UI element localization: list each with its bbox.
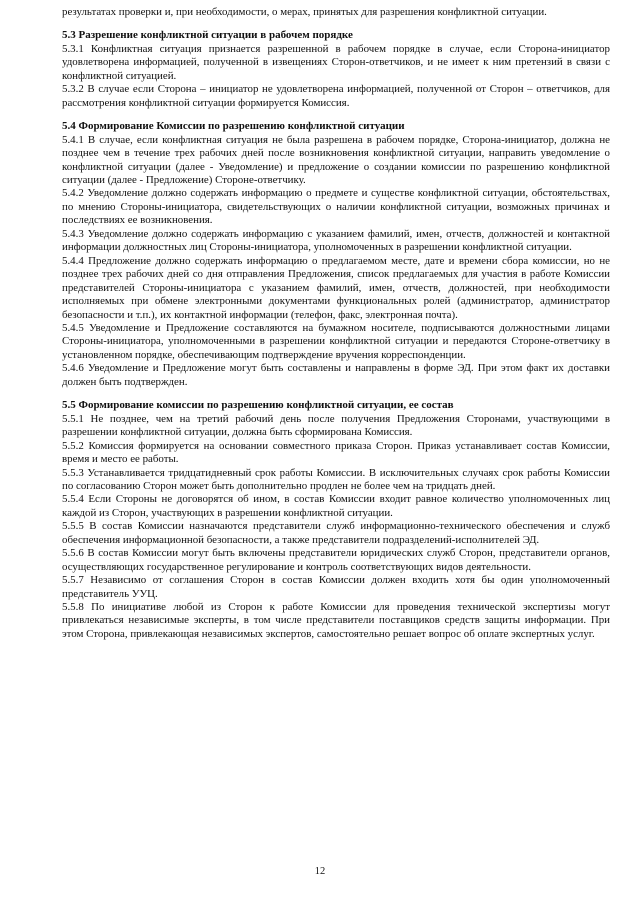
paragraph-5-4-3: 5.4.3 Уведомление должно содержать информацию с указанием фамилий, имен, отчеств, должностей и контактной информации должностных лиц Стороны-инициатора, уполномоченных в разрешении конфликтной ситуации. — [62, 227, 610, 254]
paragraph-5-4-6: 5.4.6 Уведомление и Предложение могут быть составлены и направлены в форме ЭД. При этом факт их доставки должен быть подтвержден. — [62, 362, 610, 388]
intro-continuation-paragraph: результатах проверки и, при необходимости, о мерах, принятых для разрешения конфликтной ситуации. — [62, 6, 547, 18]
paragraph-5-3-2: 5.3.2 В случае если Сторона – инициатор не удовлетворена информацией, полученной от Сторон – ответчиков, для рассмотрения конфликтной ситуации формируется Комиссия. — [62, 83, 610, 109]
section-5-3-heading: 5.3 Разрешение конфликтной ситуации в рабочем порядке — [62, 29, 353, 42]
paragraph-5-4-4: 5.4.4 Предложение должно содержать информацию о предлагаемом месте, дате и времени сбора комиссии, но не позднее трех рабочих дней со дня отправления Предложения, список предлагаемых для участия в работе Комиссии представителей Стороны-инициатора с указанием фамилий, имен, отчеств, должностей, при необходимости исполняемых при обмене электронными документами функциональных ролей (администратор, администратор безопасности и т.п.), их контактной информации (телефон, факс, электронная почта). — [62, 254, 610, 321]
paragraph-5-4-1: 5.4.1 В случае, если конфликтная ситуация не была разрешена в рабочем порядке, Сторона-инициатор, должна не позднее чем в течение трех рабочих дней после возникновения конфликтной ситуации, направить уведомление о конфликтной ситуации (далее - Уведомление) и предложение о создании комиссии по разрешению конфликтной ситуации (далее - Предложение) Стороне-ответчику. — [62, 133, 610, 186]
document-page — [62, 6, 610, 891]
paragraph-5-5-6: 5.5.6 В состав Комиссии могут быть включены представители юридических служб Сторон, представители органов, осуществляющих государственное регулирование и контроль соответствующих видов деятельности. — [62, 547, 610, 573]
section-5-5-heading: 5.5 Формирование комиссии по разрешению конфликтной ситуации, ее состав — [62, 399, 454, 412]
paragraph-5-4-5: 5.4.5 Уведомление и Предложение составляются на бумажном носителе, подписываются должностными лицами Стороны-инициатора, уполномоченными в разрешении конфликтной ситуации и передаются Стороне-ответчику в установленном порядке, обеспечивающим подтверждение вручения корреспонденции. — [62, 321, 610, 361]
paragraph-5-5-3: 5.5.3 Устанавливается тридцатидневный срок работы Комиссии. В исключительных случаях срок работы Комиссии по согласованию Сторон может быть дополнительно продлен не более чем на тридцать дней. — [62, 466, 610, 492]
paragraph-5-5-7: 5.5.7 Независимо от соглашения Сторон в состав Комиссии должен входить хотя бы один уполномоченный представитель УУЦ. — [62, 574, 610, 600]
paragraph-5-5-4: 5.5.4 Если Стороны не договорятся об ином, в состав Комиссии входит равное количество уполномоченных лиц каждой из Сторон, участвующих в разрешении конфликтной ситуации. — [62, 493, 610, 519]
paragraph-5-5-5: 5.5.5 В состав Комиссии назначаются представители служб информационно-технического обеспечения и служб обеспечения информационной безопасности, а также представители подразделений-исполнителей ЭД. — [62, 520, 610, 546]
paragraph-5-5-2: 5.5.2 Комиссия формируется на основании совместного приказа Сторон. Приказ устанавливает состав Комиссии, время и место ее работы. — [62, 439, 610, 466]
paragraph-5-5-1: 5.5.1 Не позднее, чем на третий рабочий день после получения Предложения Сторонами, участвующими в разрешении конфликтной ситуации, должна быть сформирована Комиссия. — [62, 412, 610, 439]
paragraph-5-5-8: 5.5.8 По инициативе любой из Сторон к работе Комиссии для проведения технической экспертизы могут привлекаться независимые эксперты, в том числе представители поставщиков средств защиты информации. При этом Сторона, привлекающая независимых экспертов, самостоятельно решает вопрос об оплате экспертных услуг. — [62, 601, 610, 640]
section-5-4-heading: 5.4 Формирование Комиссии по разрешению конфликтной ситуации — [62, 120, 405, 133]
page-number: 12 — [314, 866, 326, 877]
paragraph-5-3-1: 5.3.1 Конфликтная ситуация признается разрешенной в рабочем порядке в случае, если Сторона-инициатор удовлетворена информацией, полученной в извещениях Сторон-ответчиков, и не имеет к ним претензий в связи с конфликтной ситуацией. — [62, 42, 610, 82]
paragraph-5-4-2: 5.4.2 Уведомление должно содержать информацию о предмете и существе конфликтной ситуации, обстоятельствах, по мнению Стороны-инициатора, свидетельствующих о наличии конфликтной ситуации, возможных причинах и последствиях ее возникновения. — [62, 187, 610, 227]
